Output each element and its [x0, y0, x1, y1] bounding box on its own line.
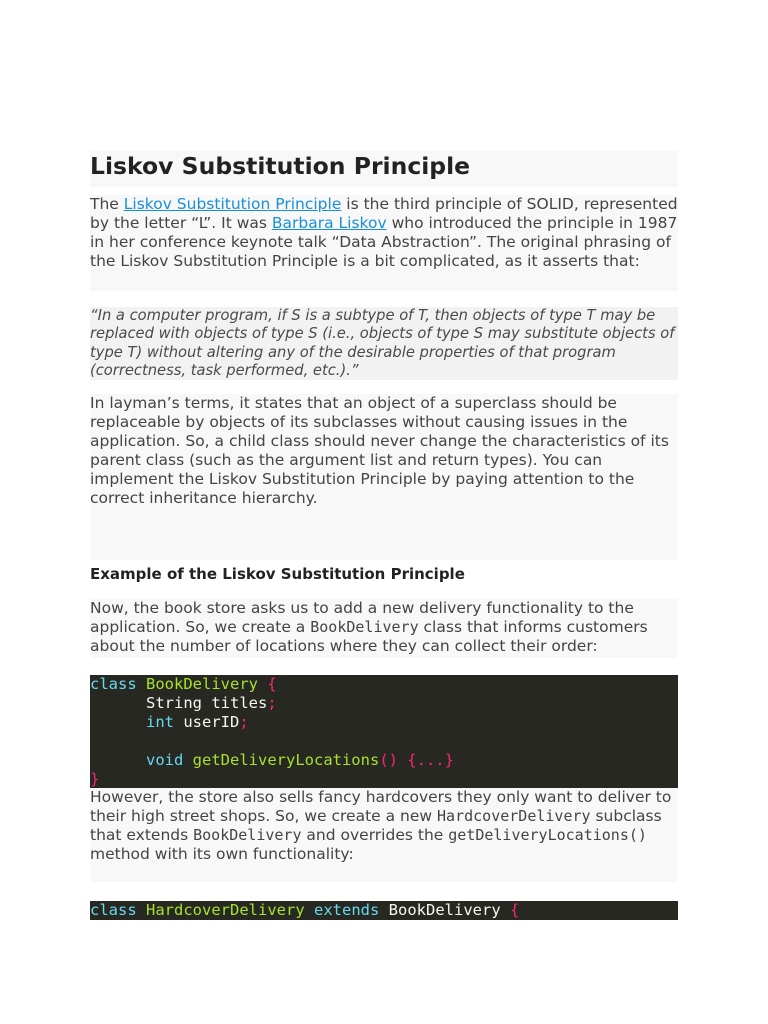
code-keyword: class [90, 675, 137, 693]
hardcover-paragraph [90, 788, 678, 882]
code-class-name: HardcoverDelivery [146, 901, 305, 919]
code-brace-close: } [90, 769, 100, 788]
inline-code-bookdelivery: BookDelivery [193, 825, 302, 844]
example-heading: Example of the Liskov Substitution Principle [90, 565, 465, 583]
hardcover-text-4: method with its own functionality: [90, 844, 354, 863]
inline-code-bookdelivery: BookDelivery [310, 617, 419, 636]
code-keyword: class [90, 901, 137, 919]
layman-paragraph: In layman’s terms, it states that an object of a superclass should be replaceable by objects of its subclasses without causing issues in the application. So, a child class should never change the characteristics of its parent class (such as the argument list and return types). You can implement the Liskov Substitution Principle by paying attention to the correct inheritance hierarchy. [90, 394, 678, 508]
code-semicolon: ; [267, 693, 277, 712]
article-title-text: Liskov Substitution Principle [90, 152, 471, 180]
delivery-text-1: Now, the book store asks us to add a new delivery functionality to the application. So, we create a [90, 599, 634, 636]
delivery-paragraph [90, 599, 678, 658]
code-field-titles: titles [211, 693, 268, 712]
code-block-hardcoverdelivery [90, 901, 678, 920]
hardcover-text-2: subclass that extends [90, 806, 662, 844]
intro-paragraph [90, 195, 678, 291]
inline-code-method: getDeliveryLocations() [448, 825, 647, 844]
delivery-text-2: class that informs customers about the number of locations where they can collect their order: [90, 617, 648, 655]
code-block-bookdelivery [90, 675, 678, 788]
inline-code-hardcoverdelivery: HardcoverDelivery [437, 806, 591, 825]
spacer-block [90, 508, 678, 560]
code-class-name: BookDelivery [146, 675, 258, 693]
code-method-name: getDeliveryLocations [192, 750, 380, 769]
intro-text-2: is the third principle of SOLID, represented by the letter “L”. It was [90, 195, 678, 232]
article-title [90, 151, 678, 187]
code-keyword-void: void [146, 750, 184, 769]
intro-text-3: who introduced the principle in 1987 in her conference keynote talk “Data Abstraction”. The original phrasing of the Liskov Substitution Principle is a bit complicated, as it asserts that: [90, 213, 678, 270]
code-type-int: int [146, 712, 174, 731]
code-brace-open: { [267, 675, 277, 693]
lsp-link[interactable]: Liskov Substitution Principle [123, 195, 342, 213]
intro-text-1: The [90, 195, 124, 213]
code-semicolon: ; [239, 712, 249, 731]
code-parent-class: BookDelivery [388, 901, 501, 919]
barbara-liskov-link[interactable]: Barbara Liskov [271, 213, 387, 232]
code-type-string: String [146, 693, 202, 712]
hardcover-text-3: and overrides the [301, 825, 449, 844]
hardcover-text-1: However, the store also sells fancy hardcovers they only want to deliver to their high street shops. So, we create a new [90, 788, 672, 825]
code-keyword-extends: extends [314, 901, 380, 919]
code-brace-open: { [510, 901, 520, 919]
code-method-body: () {...} [379, 750, 454, 769]
definition-quote: “In a computer program, if S is a subtype of T, then objects of type T may be replaced with objects of type S (i.e., objects of type S may substitute objects of type T) without altering any of the desirable properties of that program (correctness, task performed, etc.).” [90, 307, 678, 380]
code-field-userid: userID [183, 712, 240, 731]
